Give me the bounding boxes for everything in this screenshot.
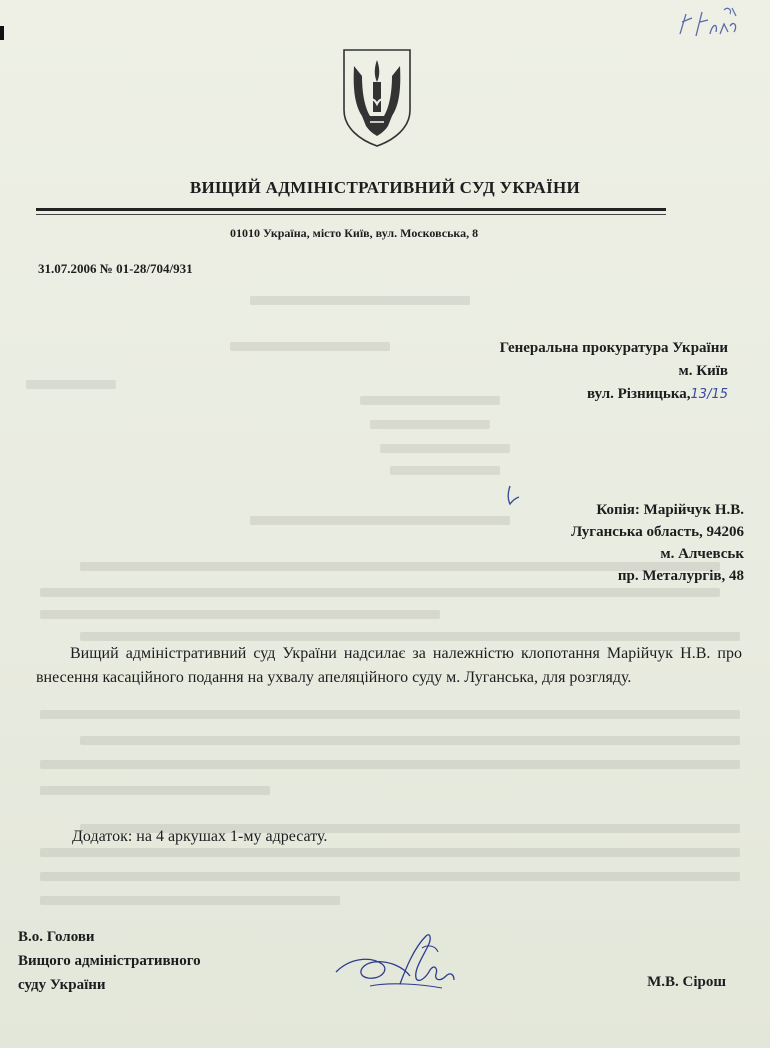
signatory-title	[18, 925, 201, 997]
court-name-heading: ВИЩИЙ АДМІНІСТРАТИВНИЙ СУД УКРАЇНИ	[189, 178, 581, 197]
recipient-house-handwritten: 13/15	[690, 387, 728, 402]
recipient-street-name: вул. Різницька,	[587, 386, 691, 402]
handwritten-registration-mark	[672, 4, 742, 44]
signatory-title-line-3: суду України	[18, 977, 106, 993]
copy-recipient-block	[571, 499, 744, 587]
signatory-title-line-2: Вищого адміністративного	[18, 953, 201, 969]
handwritten-signature	[330, 928, 470, 998]
letter-body-paragraph: Вищий адміністративний суд України надсилає за належністю клопотання Марійчук Н.В. про внесення касаційного подання на ухвалу апеляційного суду м. Луганська, для розгляду.	[36, 645, 742, 686]
copy-recipient-region: Луганська область, 94206	[570, 524, 744, 540]
recipient-block	[500, 337, 728, 406]
trident-coat-of-arms-icon	[340, 46, 414, 148]
court-address: 01010 Україна, місто Київ, вул. Московська, 8	[230, 226, 479, 240]
attachment-note: Додаток: на 4 аркушах 1-му адресату.	[72, 828, 328, 845]
header-divider-thick	[36, 208, 666, 211]
recipient-organization: Генеральна прокуратура України	[499, 340, 728, 356]
copy-recipient-street: пр. Металургів, 48	[617, 568, 744, 584]
signer-name: М.В. Сірош	[647, 974, 726, 990]
letter-date-and-number: 31.07.2006 № 01-28/704/931	[38, 261, 193, 276]
handwritten-check-mark	[504, 484, 522, 506]
copy-recipient-city: м. Алчевськ	[660, 546, 744, 562]
recipient-city: м. Київ	[678, 363, 728, 379]
header-divider-thin	[36, 214, 666, 215]
copy-recipient-name: Копія: Марійчук Н.В.	[596, 502, 744, 518]
recipient-street	[500, 383, 728, 406]
page-edge-mark	[0, 26, 4, 40]
signatory-title-line-1: В.о. Голови	[18, 929, 95, 945]
